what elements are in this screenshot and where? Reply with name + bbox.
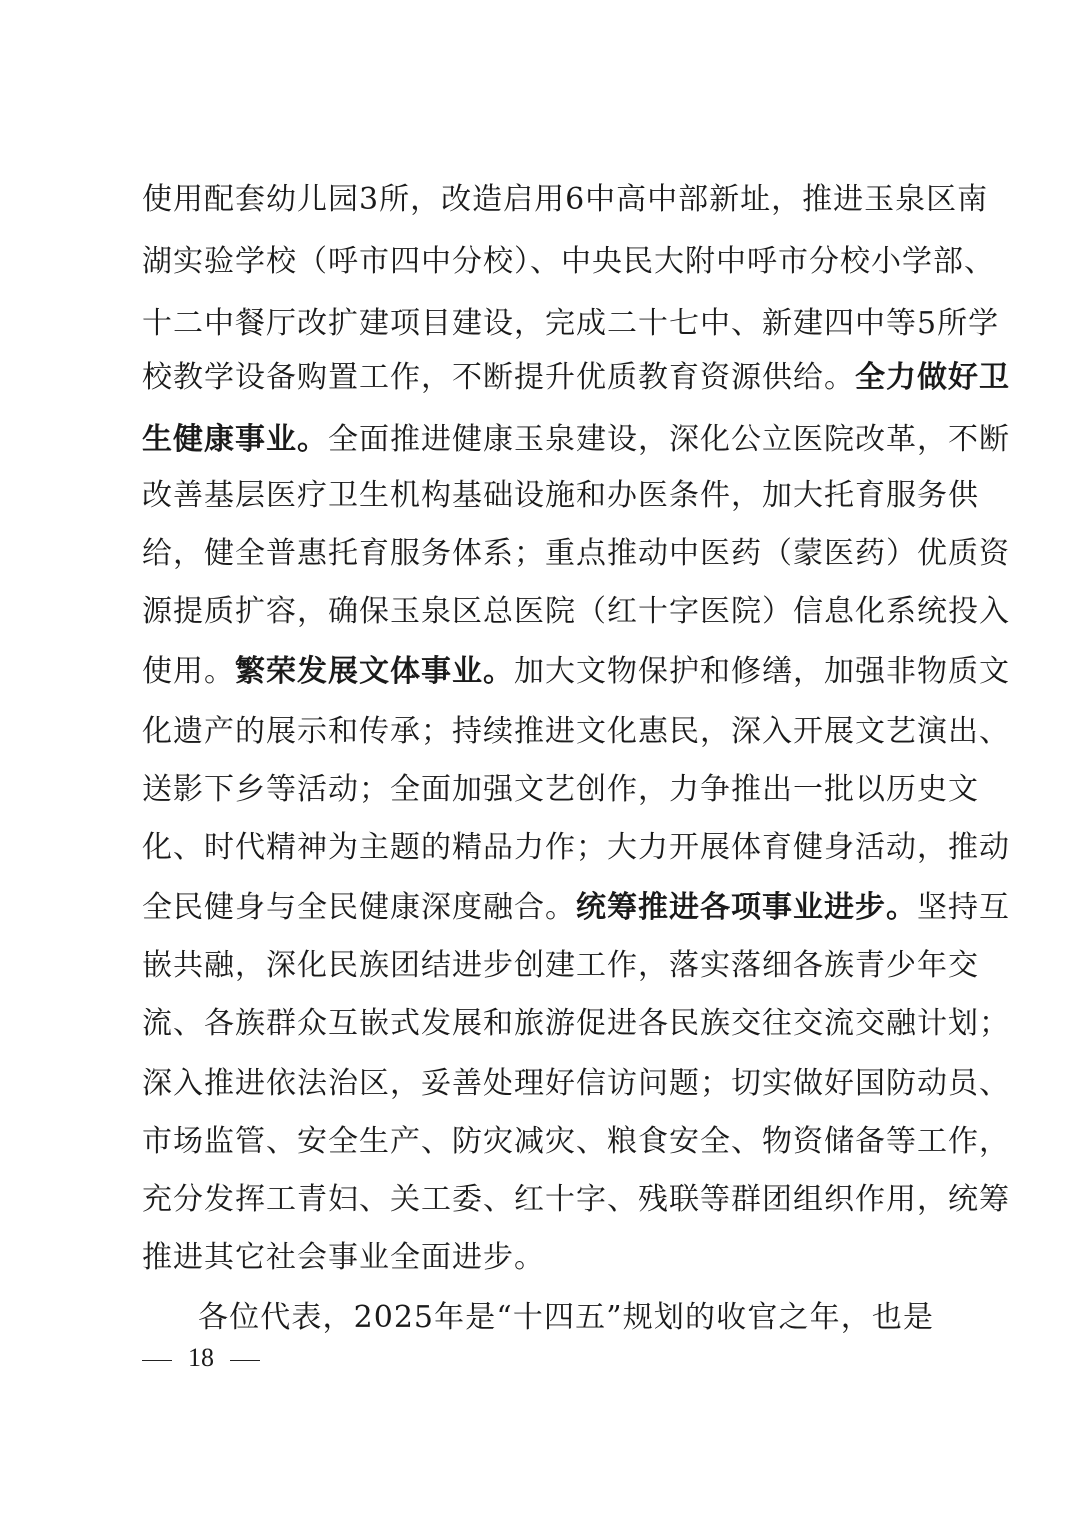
text-span: 流、各族群众互嵌式发展和旅游促进各民族交往交流交融计划； [142, 1006, 1010, 1041]
text-span: 加大文物保护和修缮，加强非物质文 [514, 654, 1010, 689]
text-span: 改善基层医疗卫生机构基础设施和办医条件，加大托育服务供 [142, 478, 979, 513]
text-span: 源提质扩容，确保玉泉区总医院（红十字医院）信息化系统投入 [142, 594, 1010, 629]
text-span: 校教学设备购置工作，不断提升优质教育资源供给。 [142, 360, 855, 395]
text-span: 化遗产的展示和传承；持续推进文化惠民，深入开展文艺演出、 [142, 714, 1010, 749]
text-line [142, 762, 979, 818]
text-span: 全民健身与全民健康深度融合。 [142, 890, 576, 925]
text-span: 市场监管、安全生产、防灾减灾、粮食安全、物资储备等工作， [142, 1124, 1010, 1159]
text-span: 充分发挥工青妇、关工委、红十字、残联等群团组织作用，统筹 [142, 1182, 1010, 1217]
text-line [142, 1056, 1010, 1112]
text-line [142, 820, 1010, 876]
text-line [142, 996, 1010, 1052]
text-span: 深入推进依法治区，妥善处理好信访问题；切实做好国防动员、 [142, 1066, 1010, 1101]
text-line [142, 644, 1010, 700]
bold-heading-span: 全力做好卫 [855, 360, 1010, 395]
text-line [142, 526, 1010, 582]
text-span: 送影下乡等活动；全面加强文艺创作，力争推出一批以历史文 [142, 772, 979, 807]
bold-heading-span: 繁荣发展文体事业。 [235, 654, 514, 689]
text-span: 推进其它社会事业全面进步。 [142, 1240, 545, 1275]
text-line [142, 468, 979, 524]
page-number: 18 [188, 1343, 214, 1372]
text-line [142, 350, 1010, 406]
page-footer [142, 1330, 276, 1386]
text-span: 化、时代精神为主题的精品力作；大力开展体育健身活动，推动 [142, 830, 1010, 865]
text-span: 湖实验学校（呼市四中分校）、中央民大附中呼市分校小学部、 [142, 244, 995, 279]
text-span: 全面推进健康玉泉建设，深化公立医院改革，不断 [328, 422, 1010, 457]
footer-dash-left [142, 1360, 172, 1361]
text-line [142, 172, 989, 228]
text-span: 十二中餐厅改扩建项目建设，完成二十七中、新建四中等5所学 [142, 306, 1000, 341]
text-span: 使用配套幼儿园3所，改造启用6中高中部新址，推进玉泉区南 [142, 182, 989, 217]
footer-dash-right [230, 1360, 260, 1361]
text-line [142, 296, 1000, 352]
bold-heading-span: 生健康事业。 [142, 422, 328, 457]
text-line [198, 1290, 934, 1346]
text-line [142, 938, 979, 994]
text-line [142, 1114, 1010, 1170]
text-span: 各位代表，2025年是“十四五”规划的收官之年，也是 [198, 1300, 934, 1335]
text-span: 使用。 [142, 654, 235, 689]
text-span: 嵌共融，深化民族团结进步创建工作，落实落细各族青少年交 [142, 948, 979, 983]
text-line [142, 412, 1010, 468]
text-line [142, 1172, 1010, 1228]
text-span: 坚持互 [917, 890, 1010, 925]
text-line [142, 234, 995, 290]
text-span: 给，健全普惠托育服务体系；重点推动中医药（蒙医药）优质资 [142, 536, 1010, 571]
text-line [142, 880, 1010, 936]
text-line [142, 1230, 934, 1286]
text-line [142, 584, 1010, 640]
text-line [142, 704, 1010, 760]
bold-heading-span: 统筹推进各项事业进步。 [576, 890, 917, 925]
